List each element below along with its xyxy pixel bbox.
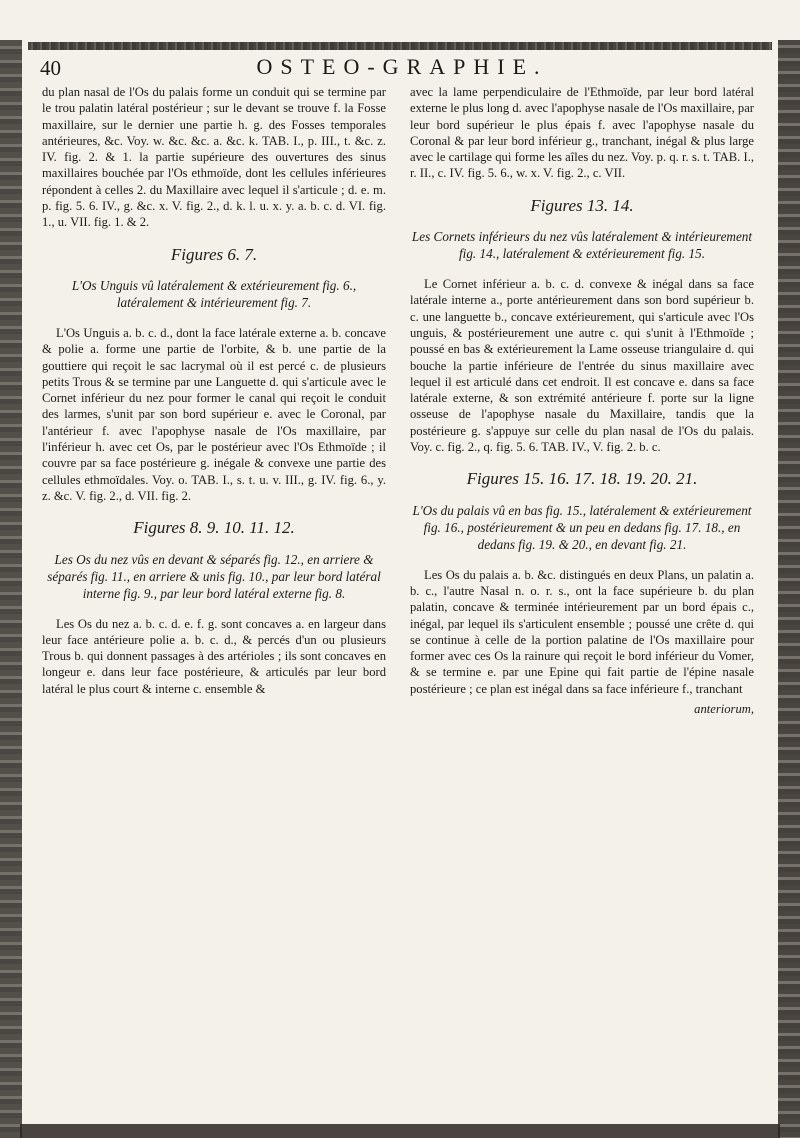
paragraph: avec la lame perpendiculaire de l'Ethmoïde, par leur bord latéral externe le plus long d. avec l'apophyse nasale de l'Os maxillaire, par leur bord supérieur le plus épais f. avec l'apophyse nasale du Coronal & par leur bord inférieur g., tranchant, inégal & plus large avec le cartilage qui forme les aîles du nez. Voy. p. q. r. s. t. TAB. I., r. II., c. IV. fig. 5. 6., w. x. V. fig. 2., c. VII. <box>410 85 754 181</box>
figure-heading: Figures 13. 14. <box>530 195 634 215</box>
left-column <box>42 84 386 701</box>
catchword: anteriorum, <box>694 702 754 717</box>
paragraph: du plan nasal de l'Os du palais forme un conduit qui se termine par le trou palatin latéral postérieur ; sur le devant se trouve f. la Fosse maxillaire, sur le dernier une partie h. g. des Fosses temporales antérieures, &c. Voy. w. &c. &c. a. &c. k. TAB. I., p. III., t. &c. z. IV. fig. 2. & 1. la partie supérieure des ouvertures des sinus maxillaires bouchée par l'Os ethmoïde, dont les cellules inférieures répondent à celles 2. du Maxillaire avec lequel il s'articule ; d. e. m. p. fig. 5. 6. IV., g. &c. x. V. fig. 2., d. k. l. u. x. y. a. b. c. d. VI. fig. 1., u. VII. fig. 1. & 2. <box>42 85 386 230</box>
right-column <box>410 84 754 717</box>
figure-heading: Figures 6. 7. <box>170 244 258 264</box>
page-header <box>40 52 764 80</box>
figure-heading: Figures 15. 16. 17. 18. 19. 20. 21. <box>466 469 698 489</box>
paragraph: L'Os Unguis a. b. c. d., dont la face latérale externe a. b. concave & polie a. forme une partie de l'orbite, & b. une partie de la gouttiere qui reçoit le sac lacrymal où il est percé c. de plusieurs petits Trous & se termine par une Languette d. qui s'articule avec le Cornet inférieur du nez pour former le canal qui reçoit le conduit des larmes, s'unit par son bord supérieur e. avec le Coronal, par l'antérieur f. avec l'apophyse nasale de l'Os maxillaire, par l'inférieur h. avec cet Os, par le postérieur avec l'Os Ethmoïde ; il couvre par sa face postérieure g. inégale & convexe une partie des cellules ethmoïdales. Voy. o. TAB. I., s. t. u. v. III., g. IV. fig. 6., y. z. &c. V. fig. 2., d. VII. fig. 2. <box>42 325 386 503</box>
page-number: 40 <box>40 56 61 80</box>
figure-caption: Les Os du nez vûs en devant & séparés fig. 12., en arriere & séparés fig. 11., en arriere & unis fig. 10., par leur bord latéral interne fig. 9., par leur bord latéral externe fig. 8. <box>47 551 381 601</box>
top-border-band <box>28 42 772 50</box>
figure-caption: Les Cornets inférieurs du nez vûs latéralement & intérieurement fig. 14., latéralement & extérieurement fig. 15. <box>411 229 753 262</box>
bottom-border-band <box>20 1124 780 1138</box>
figure-caption: L'Os du palais vû en bas fig. 15., latéralement & extérieurement fig. 16., postérieurement & un peu en dedans fig. 17. 18., en dedans fig. 19. & 20., en devant fig. 21. <box>412 502 752 552</box>
page-edge-right <box>778 40 800 1138</box>
paragraph: Les Os du nez a. b. c. d. e. f. g. sont concaves a. en largeur dans leur face antérieure polie a. b. c. d., & percés d'un ou plusieurs Trous b. qui donnent passages à des artérioles ; ils sont concaves en longeur e. dans leur face postérieure, & articulés par leur bord latéral le plus court & interne c. ensemble & <box>42 616 386 696</box>
binding-edge-left <box>0 40 22 1138</box>
running-title: OSTEO-GRAPHIE. <box>256 54 548 79</box>
paragraph: Le Cornet inférieur a. b. c. d. convexe & inégal dans sa face latérale interne a., porte antérieurement dans son bord supérieur b. c. une languette b., concave extérieurement, qui s'articule avec l'Os unguis, & postérieurement une autre c. qui s'unit à l'Ethmoïde ; poussé en bas & extérieurement la Lame osseuse triangulaire d. qui bouche la partie inférieure de l'entrée du sinus maxillaire avec lequel il est articulé dans cet endroit. Il est concave e. dans sa face latérale externe, & son extrémité antérieure f. porte sur la ligne osseuse de l'apophyse nasale du Maxillaire, tandis que la postérieure g. s'appuye sur celle du plan nasal de l'Os du palais. Voy. c. fig. 2., q. fig. 5. 6. TAB. IV., V. fig. 2. b. c. <box>410 277 754 455</box>
figure-heading: Figures 8. 9. 10. 11. 12. <box>133 518 295 538</box>
figure-caption: L'Os Unguis vû latéralement & extérieurement fig. 6., latéralement & intérieurement fig. 7. <box>71 277 357 310</box>
paragraph: Les Os du palais a. b. &c. distingués en deux Plans, un palatin a. b. c., l'autre Nasal n. o. r. s., ont la face supérieure b. du plan palatin, concave & terminée intérieurement par un bord épais c., inégal, par lequel ils s'articulent ensemble ; poussé une crête d. qui se continue à celle de la portion palatine de l'Os maxillaire pour former avec ces Os la rainure qui reçoit le bord inférieur du Vomer, & se termine e. par une Epine qui fait partie de l'épine nasale postérieure ; ce plan est inégal dans sa face inférieure f., tranchant <box>410 567 754 696</box>
